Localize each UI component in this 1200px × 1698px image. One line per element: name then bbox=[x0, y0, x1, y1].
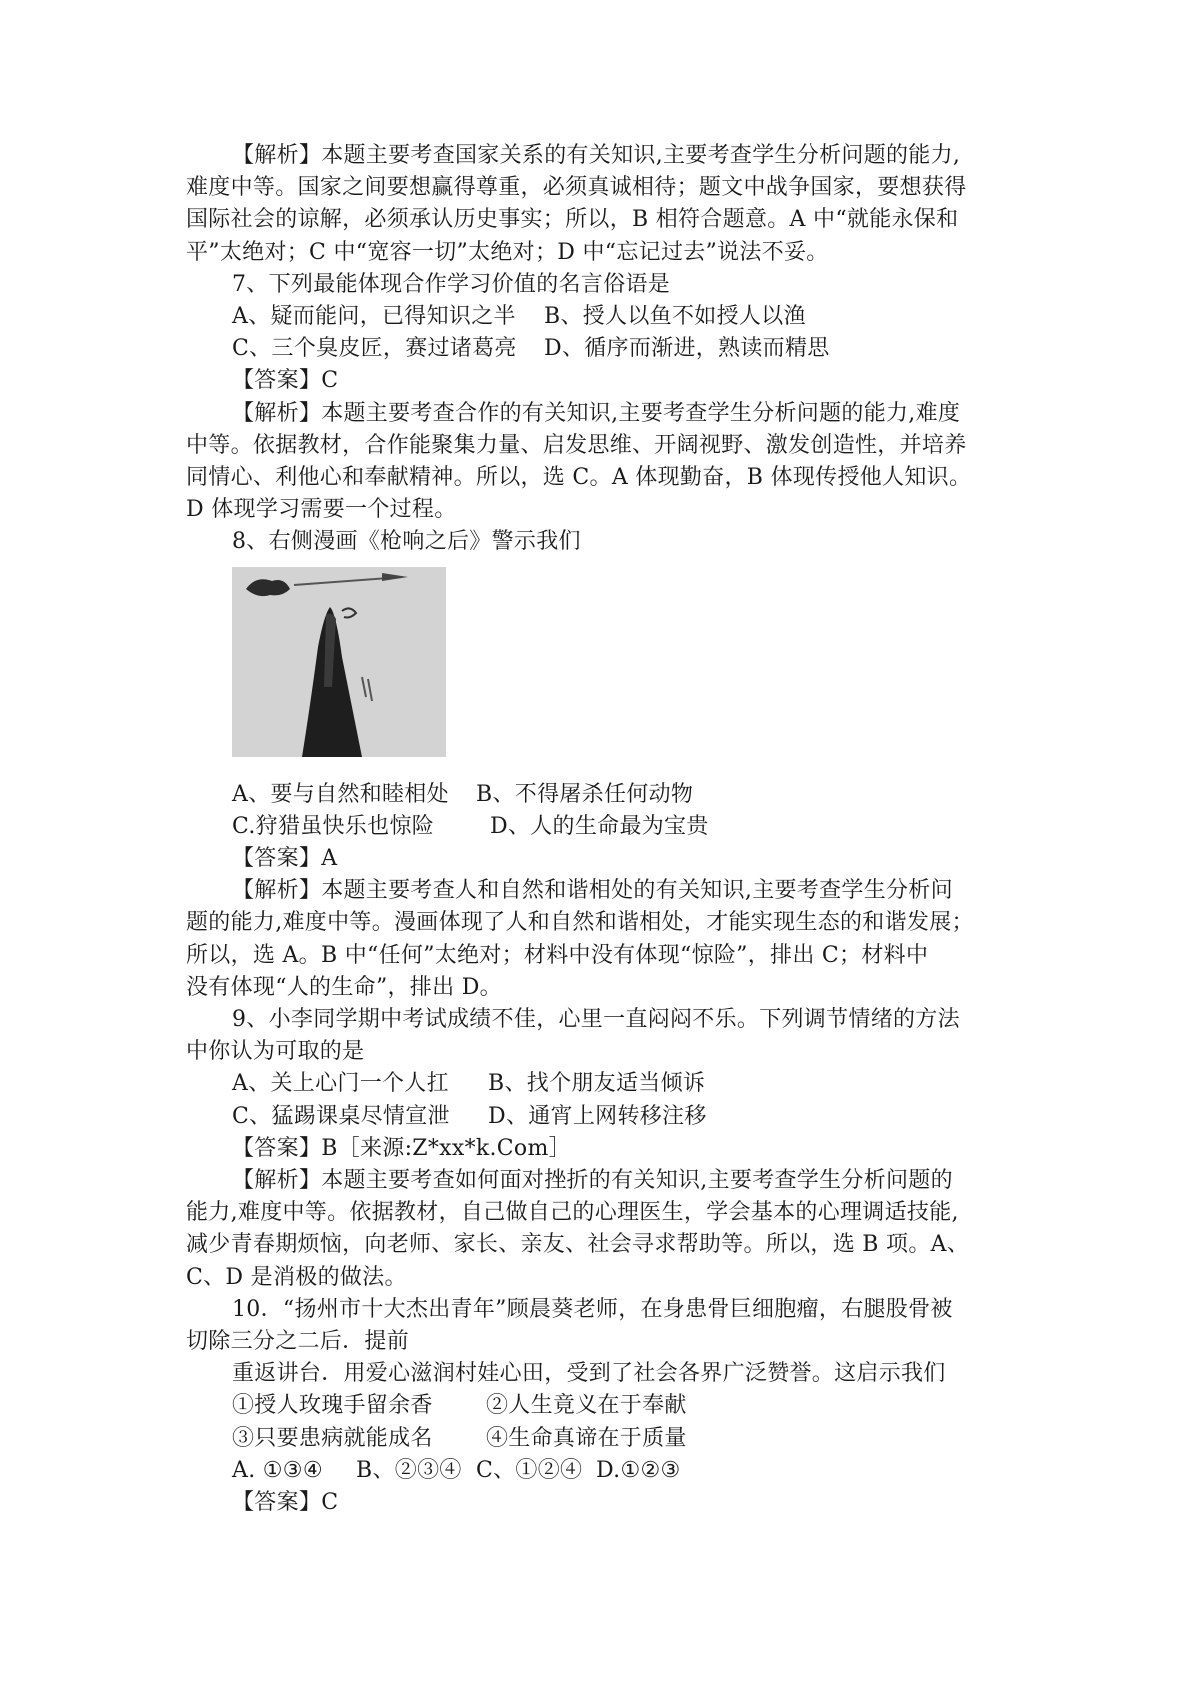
question-9-option-a: A、关上心门一个人扛 bbox=[232, 1071, 449, 1097]
question-9-analysis-line1: 【解析】本题主要考查如何面对挫折的有关知识,主要考查学生分析问题的 bbox=[232, 1167, 953, 1193]
question-7-option-c: C、三个臭皮匠，赛过诸葛亮 bbox=[232, 336, 517, 362]
question-7-option-d: D、循序而渐进，熟读而精思 bbox=[544, 336, 830, 362]
analysis-q6-line1: 【解析】本题主要考查国家关系的有关知识,主要考查学生分析问题的能力, bbox=[232, 143, 961, 168]
question-7-analysis-line1: 【解析】本题主要考查合作的有关知识,主要考查学生分析问题的能力,难度 bbox=[232, 400, 961, 426]
question-8-option-a: A、要与自然和睦相处 bbox=[232, 781, 449, 807]
question-7-analysis-line4: D 体现学习需要一个过程。 bbox=[186, 497, 457, 523]
document-body bbox=[186, 140, 1028, 1519]
question-8-analysis-line4: 没有体现“人的生命”，排出 D。 bbox=[186, 974, 502, 1000]
question-9-answer: 【答案】B［来源:Z*xx*k.Com］ bbox=[232, 1135, 571, 1161]
analysis-q6-line2: 难度中等。国家之间要想赢得尊重，必须真诚相待；题文中战争国家，要想获得 bbox=[186, 175, 967, 201]
question-8-analysis-line2: 题的能力,难度中等。漫画体现了人和自然和谐相处，才能实现生态的和谐发展； bbox=[186, 910, 974, 936]
question-10-choice-b: B、②③④ bbox=[356, 1457, 462, 1483]
question-10-choice-a: A. ①③④ bbox=[232, 1457, 323, 1483]
question-10-items-row2 bbox=[186, 1423, 1028, 1455]
cartoon-gunshot-illustration bbox=[232, 567, 446, 757]
question-7-option-b: B、授人以鱼不如授人以渔 bbox=[544, 304, 806, 330]
question-10-stem-line2: 切除三分之二后．提前 bbox=[186, 1329, 410, 1354]
question-10-answer: 【答案】C bbox=[232, 1489, 339, 1515]
question-7-options-row1 bbox=[186, 301, 1028, 333]
question-7-options-row2 bbox=[186, 333, 1028, 365]
question-8-analysis-line3: 所以，选 A。B 中“任何”太绝对；材料中没有体现“惊险”，排出 C；材料中 bbox=[186, 942, 929, 968]
question-9-analysis-line4: C、D 是消极的做法。 bbox=[186, 1264, 407, 1290]
question-8-option-d: D、人的生命最为宝贵 bbox=[490, 813, 709, 839]
question-10-stem-line1: 10．“扬州市十大杰出青年”顾晨葵老师，在身患骨巨细胞瘤，右腿股骨被 bbox=[232, 1296, 953, 1322]
cartoon-image bbox=[232, 567, 446, 757]
question-8-option-c: C.狩猎虽快乐也惊险 bbox=[232, 813, 435, 839]
question-7-stem: 7、下列最能体现合作学习价值的名言俗语是 bbox=[232, 271, 670, 297]
cartoon-container bbox=[186, 567, 1028, 757]
question-9-analysis-line3: 减少青春期烦恼，向老师、家长、亲友、社会寻求帮助等。所以，选 B 项。A、 bbox=[186, 1232, 970, 1258]
question-10-item-1: ①授人玫瑰手留余香 bbox=[232, 1393, 433, 1419]
question-10-stem-line3: 重返讲台．用爱心滋润村娃心田，受到了社会各界广泛赞誉。这启示我们 bbox=[232, 1361, 946, 1387]
question-9-option-c: C、猛踢课桌尽情宣泄 bbox=[232, 1103, 450, 1129]
question-8-stem: 8、右侧漫画《枪响之后》警示我们 bbox=[232, 529, 581, 555]
question-10-choices-row bbox=[186, 1455, 1028, 1487]
question-10-item-2: ②人生竟义在于奉献 bbox=[486, 1393, 687, 1419]
question-10-choice-d: D.①②③ bbox=[596, 1457, 681, 1483]
question-8-analysis-line1: 【解析】本题主要考查人和自然和谐相处的有关知识,主要考查学生分析问 bbox=[232, 878, 953, 904]
question-9-options-row1 bbox=[186, 1068, 1028, 1100]
question-8-answer: 【答案】A bbox=[232, 845, 338, 871]
analysis-q6-line3: 国际社会的谅解，必须承认历史事实；所以，B 相符合题意。A 中“就能永保和 bbox=[186, 207, 959, 233]
question-10-items-row1 bbox=[186, 1390, 1028, 1422]
question-8-option-b: B、不得屠杀任何动物 bbox=[476, 781, 694, 807]
question-9-option-d: D、通宵上网转移注移 bbox=[488, 1103, 707, 1129]
question-7-analysis-line3: 同情心、利他心和奉献精神。所以，选 C。A 体现勤奋，B 体现传授他人知识。 bbox=[186, 465, 972, 490]
question-7-answer: 【答案】C bbox=[232, 368, 339, 394]
question-9-stem-line1: 9、小李同学期中考试成绩不佳，心里一直闷闷不乐。下列调节情绪的方法 bbox=[232, 1007, 960, 1032]
question-7-analysis-line2: 中等。依据教材，合作能聚集力量、启发思维、开阔视野、激发创造性，并培养 bbox=[186, 432, 967, 458]
question-9-stem-line2: 中你认为可取的是 bbox=[186, 1039, 365, 1065]
analysis-q6-line4: 平”太绝对；C 中“宽容一切”太绝对；D 中“忘记过去”说法不妥。 bbox=[186, 239, 829, 265]
question-9-analysis-line2: 能力,难度中等。依据教材，自己做自己的心理医生，学会基本的心理调适技能, bbox=[186, 1200, 959, 1226]
question-9-options-row2 bbox=[186, 1101, 1028, 1133]
question-7-option-a: A、疑而能问，已得知识之半 bbox=[232, 304, 516, 330]
question-9-option-b: B、找个朋友适当倾诉 bbox=[488, 1071, 706, 1097]
question-8-options-row2 bbox=[186, 811, 1028, 843]
question-8-options-row1 bbox=[186, 779, 1028, 811]
question-10-item-4: ④生命真谛在于质量 bbox=[486, 1425, 687, 1451]
question-10-item-3: ③只要患病就能成名 bbox=[232, 1425, 433, 1451]
question-10-choice-c: C、①②④ bbox=[476, 1457, 583, 1483]
